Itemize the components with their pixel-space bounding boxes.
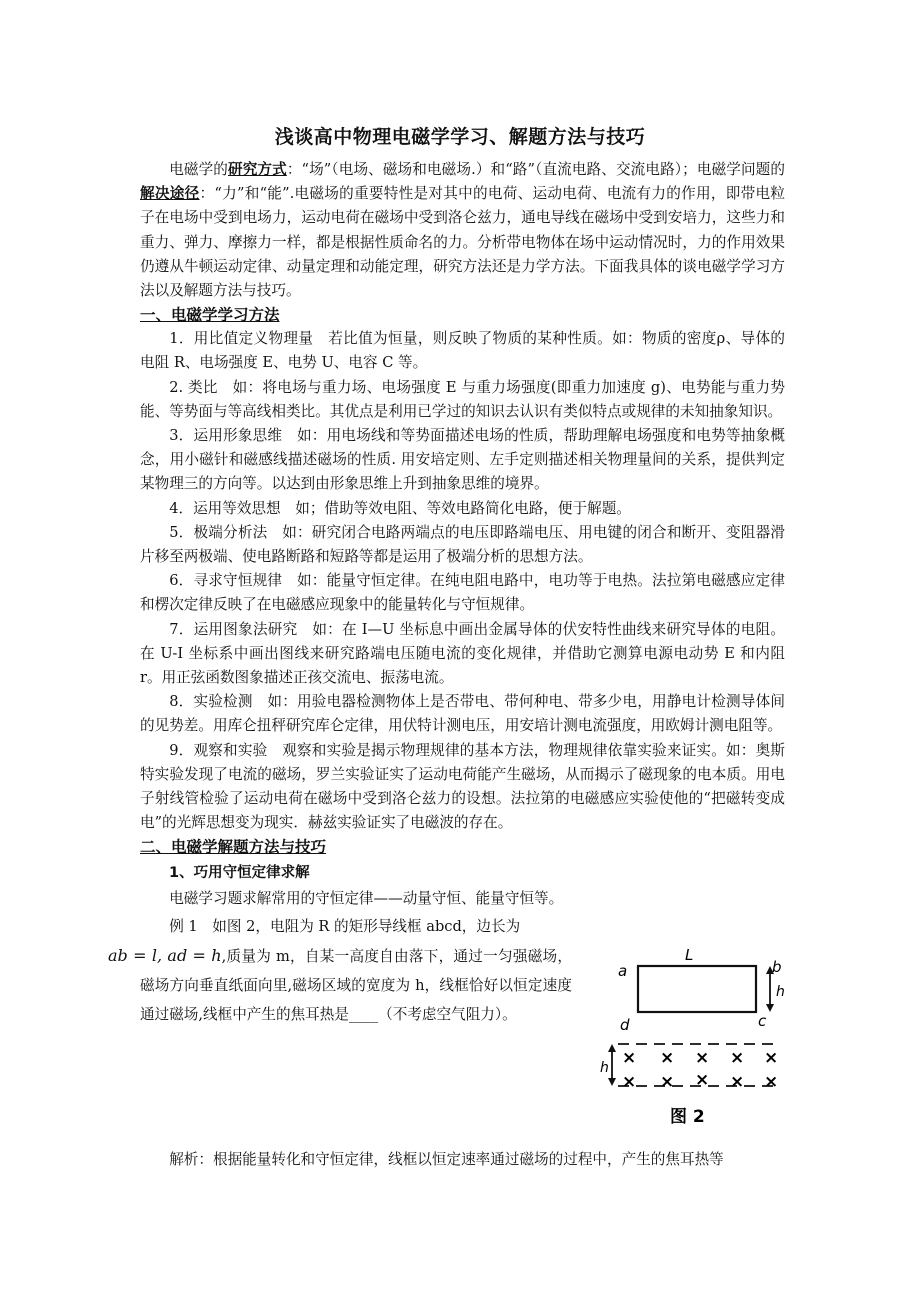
intro-paragraph: 电磁学的研究方式：“场”（电场、磁场和电磁场.）和“路”（直流电路、交流电路）；电磁学问题的解决途径：“力”和“能”.电磁场的重要特性是对其中的电荷、运动电荷、电流有力的作用，即带电粒子在电场中受到电场力，运动电荷在磁场中受到洛仑兹力，通电导线在磁场中受到安培力，这些力和重力、弹力、摩擦力一样，都是根据性质命名的力。分析带电物体在场中运动情况时，力的作用效果仍遵从牛顿运动定律、动量定理和动能定理，研究方法还是力学方法。下面我具体的谈电磁学学习方法以及解题方法与技巧。 xyxy=(140,161,785,300)
method-item-3: 3．运用形象思维 如：用电场线和等势面描述电场的性质，帮助理解电场强度和电势等抽象概念，用小磁针和磁感线描述磁场的性质. 用安培定则、左手定则描述相关物理量间的关系，提供判定某物理三的方向等。以达到由形象思维上升到抽象思维的境界。 xyxy=(140,427,785,493)
method-item-8: 8．实验检测 如：用验电器检测物体上是否带电、带何种电、带多少电，用静电计检测导体间的见势差。用库仑扭秤研究库仑定律，用伏特计测电压，用安培计测电流强度，用欧姆计测电阻等。 xyxy=(140,693,785,735)
label-b: b xyxy=(772,958,782,976)
label-L: L xyxy=(685,946,694,964)
field-cross: × xyxy=(695,1070,710,1090)
page-title: 浅谈高中物理电磁学学习、解题方法与技巧 xyxy=(274,126,646,148)
math-expression: ab = l, ad = h xyxy=(108,945,222,965)
method-item-5: 5．极端分析法 如：研究闭合电路两端点的电压即路端电压、用电键的闭合和断开、变阻器滑片移至两极端、使电路断路和短路等都是运用了极端分析的思想方法。 xyxy=(140,523,785,566)
method-item-1: 1．用比值定义物理量 若比值为恒量，则反映了物质的某种性质。如：物质的密度ρ、导体的电阻 R、电场强度 E、电势 U、电容 C 等。 xyxy=(140,330,785,372)
subsection-heading: 1、巧用守恒定律求解 xyxy=(169,865,310,882)
field-cross: × xyxy=(730,1048,745,1068)
section-heading-2: 二、电磁学解题方法与技巧 xyxy=(140,838,327,857)
field-cross: × xyxy=(660,1072,675,1092)
solution-path-term: 解决途径 xyxy=(140,185,200,203)
label-d: d xyxy=(620,1016,630,1034)
figure-caption: 图 2 xyxy=(670,1107,705,1127)
figure-2 xyxy=(600,940,790,1130)
label-h-bottom: h xyxy=(600,1060,609,1076)
method-item-7: 7．运用图象法研究 如：在 I—U 坐标息中画出金属导体的伏安特性曲线来研究导体的电阻。在 U-I 坐标系中画出图线来研究路端电压随电流的变化规律，并借助它测算电源电动势 E 和内阻 r。用正弦函数图象描述正孩交流电、振荡电流。 xyxy=(140,620,785,687)
method-item-2: 2. 类比 如：将电场与重力场、电场强度 E 与重力场强度(即重力加速度 g)、电势能与重力势能、等势面与等高线相类比。其优点是利用已学过的知识去认识有类似特点或规律的未知抽象知识。 xyxy=(140,378,785,420)
wire-frame-rect xyxy=(638,966,756,1012)
method-item-9: 9．观察和实验 观察和实验是揭示物理规律的基本方法，物理规律依靠实验来证实。如：奥斯特实验发现了电流的磁场，罗兰实验证实了运动电荷能产生磁场，从而揭示了磁现象的电本质。用电子射线管检验了运动电荷在磁场中受到洛仑兹力的设想。法拉第的电磁感应实验使他的“把磁转变成电”的光辉思想变为现实．赫兹实验证实了电磁波的存在。 xyxy=(140,741,785,832)
document-body xyxy=(108,158,785,1029)
analysis-paragraph: 解析：根据能量转化和守恒定律，线框以恒定速率通过磁场的过程中，产生的焦耳热等 xyxy=(169,1151,724,1168)
field-cross: × xyxy=(695,1048,710,1068)
conservation-paragraph: 电磁学习题求解常用的守恒定律——动量守恒、能量守恒等。 xyxy=(169,890,564,908)
field-cross: × xyxy=(622,1072,637,1092)
method-item-4: 4．运用等效思想 如；借助等效电阻、等效电路简化电路，便于解题。 xyxy=(169,499,631,517)
label-c: c xyxy=(758,1012,767,1030)
analysis-block xyxy=(140,1148,790,1172)
field-cross: × xyxy=(764,1048,779,1068)
field-cross: × xyxy=(660,1048,675,1068)
label-a: a xyxy=(618,962,628,980)
field-cross: × xyxy=(730,1072,745,1092)
label-h-top: h xyxy=(776,984,785,1000)
section-heading-1: 一、电磁学学习方法 xyxy=(140,306,280,325)
research-method-term: 研究方式 xyxy=(228,161,287,178)
field-cross: × xyxy=(622,1048,637,1068)
example-1: 例 1 如图 2，电阻为 R 的矩形导线框 abcd，边长为 ab = l, ad = h,质量为 m，自某一高度自由落下，通过一匀强磁场，磁场方向垂直纸面向里,磁场区域的宽度为 h，线框恰好以恒定速度通过磁场,线框中产生的焦耳热是____（不考虑空气阻力）。 xyxy=(108,917,572,1023)
field-cross: × xyxy=(764,1072,779,1092)
method-item-6: 6．寻求守恒规律 如：能量守恒定律。在纯电阻电路中，电功等于电热。法拉第电磁感应定律和楞次定律反映了在电磁感应现象中的能量转化与守恒规律。 xyxy=(140,572,785,614)
figure-2-diagram xyxy=(600,940,790,1130)
example-column xyxy=(108,887,572,1028)
